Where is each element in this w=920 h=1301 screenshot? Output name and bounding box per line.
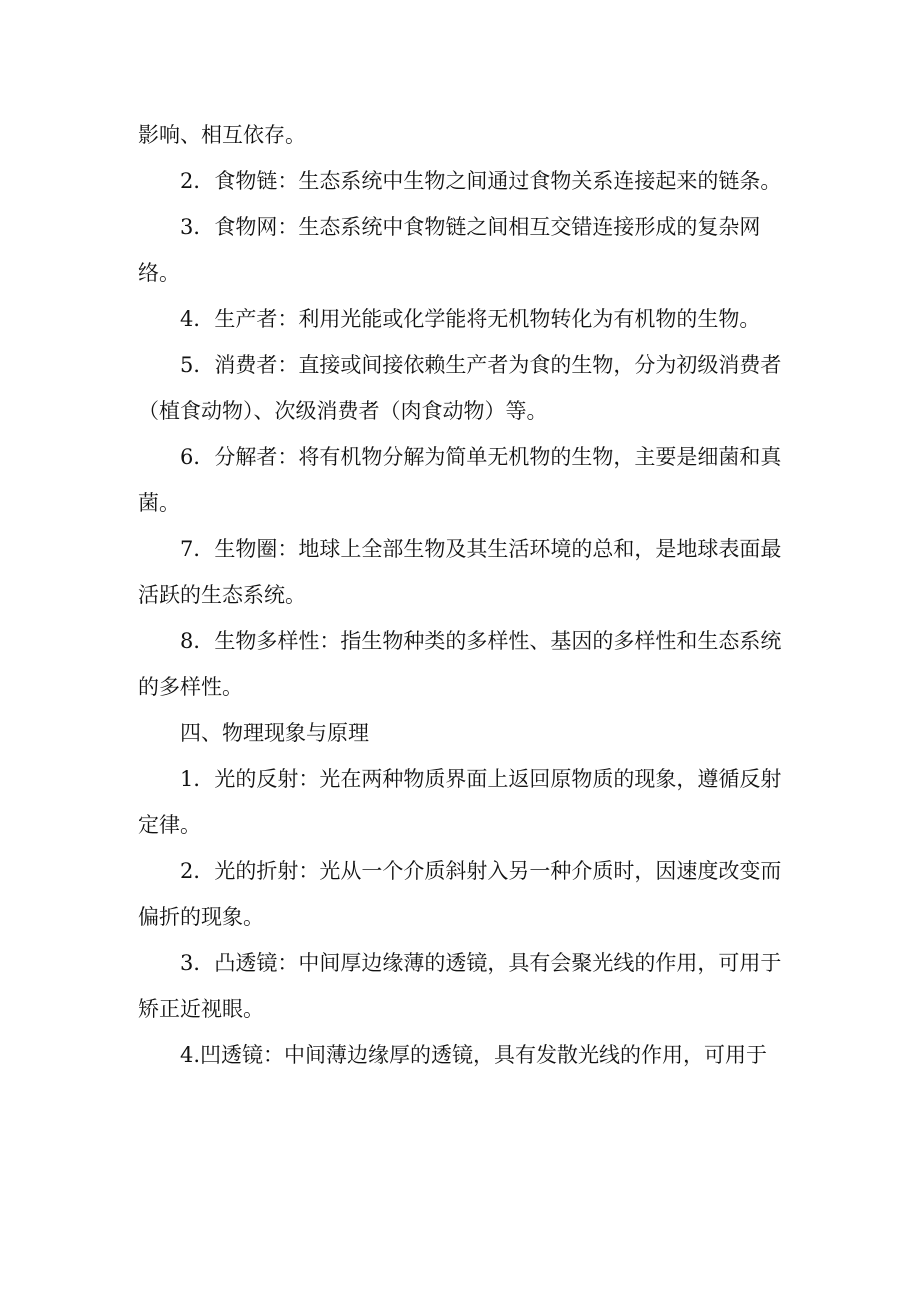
definition-producer: 4．生产者：利用光能或化学能将无机物转化为有机物的生物。 xyxy=(180,307,761,331)
definition-concave-lens: 4.凹透镜：中间薄边缘厚的透镜，具有发散光线的作用，可用于 xyxy=(180,1043,768,1067)
section-heading-physics: 四、物理现象与原理 xyxy=(180,721,369,745)
definition-biosphere: 7．生物圈：地球上全部生物及其生活环境的总和，是地球表面最活跃的生态系统。 xyxy=(138,537,782,607)
document-page xyxy=(138,112,798,1078)
paragraph-continuation: 影响、相互依存。 xyxy=(138,123,306,147)
definition-refraction: 2．光的折射：光从一个介质斜射入另一种介质时，因速度改变而偏折的现象。 xyxy=(138,859,782,929)
definition-consumer: 5．消费者：直接或间接依赖生产者为食的生物，分为初级消费者（植食动物）、次级消费者（肉食动物）等。 xyxy=(138,353,782,423)
definition-reflection: 1．光的反射：光在两种物质界面上返回原物质的现象，遵循反射定律。 xyxy=(138,767,782,837)
definition-food-web: 3．食物网：生态系统中食物链之间相互交错连接形成的复杂网络。 xyxy=(138,215,761,285)
definition-food-chain: 2．食物链：生态系统中生物之间通过食物关系连接起来的链条。 xyxy=(180,169,782,193)
definition-biodiversity: 8．生物多样性：指生物种类的多样性、基因的多样性和生态系统的多样性。 xyxy=(138,629,782,699)
definition-convex-lens: 3．凸透镜：中间厚边缘薄的透镜，具有会聚光线的作用，可用于矫正近视眼。 xyxy=(138,951,782,1021)
definition-decomposer: 6．分解者：将有机物分解为简单无机物的生物，主要是细菌和真菌。 xyxy=(138,445,782,515)
